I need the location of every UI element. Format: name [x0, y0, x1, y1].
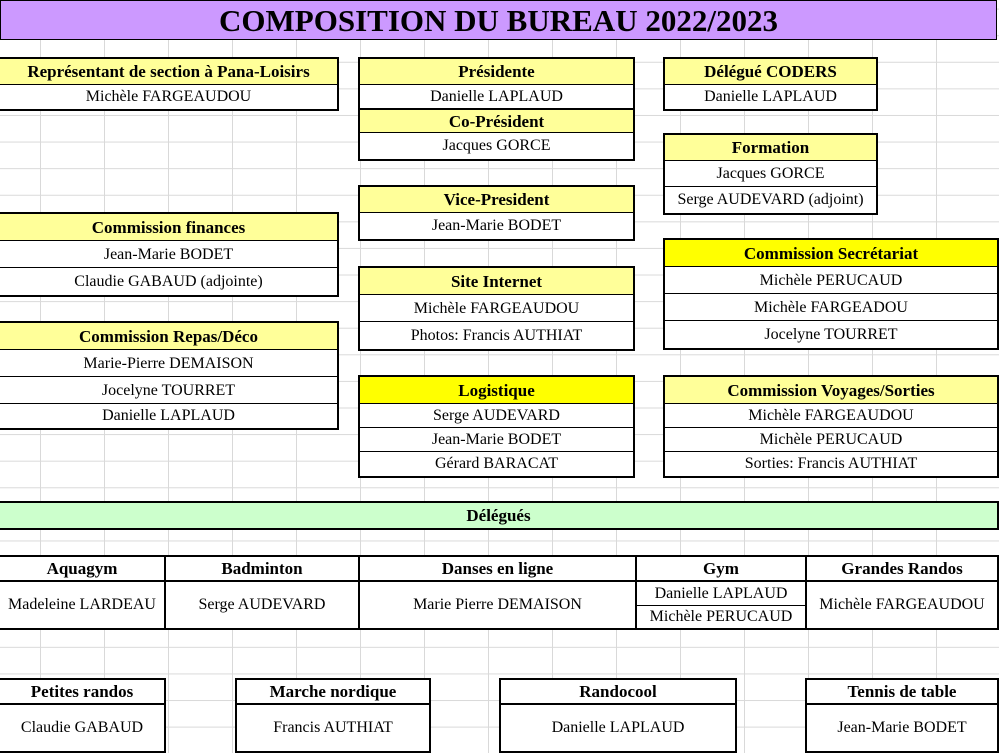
presidente-box [358, 57, 635, 161]
commission-finances-member: Jean-Marie BODET [0, 241, 337, 268]
delegate-gym-member: Danielle LAPLAUD [637, 582, 805, 606]
delegate-marche-nordique: Francis AUTHIAT [235, 703, 431, 753]
commission-secretariat-box [663, 238, 999, 350]
representant-box [0, 57, 339, 111]
commission-repas-member: Danielle LAPLAUD [102, 407, 235, 424]
commission-voyages-header: Commission Voyages/Sorties [665, 377, 997, 404]
activity-header-danses: Danses en ligne [358, 555, 637, 582]
delegate-danses: Marie Pierre DEMAISON [358, 580, 637, 630]
vice-president-header: Vice-President [360, 187, 633, 213]
commission-repas-member: Marie-Pierre DEMAISON [0, 350, 337, 377]
activity-header-gym: Gym [635, 555, 807, 582]
commission-secretariat-header: Commission Secrétariat [665, 240, 997, 267]
delegate-badminton: Serge AUDEVARD [164, 580, 360, 630]
logistique-member: Gérard BARACAT [434, 455, 559, 472]
logistique-member: Jean-Marie BODET [360, 428, 633, 452]
commission-secretariat-member: Jocelyne TOURRET [764, 326, 898, 343]
delegate-petites-randos: Claudie GABAUD [0, 703, 166, 753]
activity-header-petites-randos: Petites randos [0, 678, 166, 705]
delegate-grandes-randos: Michèle FARGEAUDOU [805, 580, 999, 630]
commission-secretariat-member: Michèle FARGEADOU [665, 294, 997, 321]
activity-header-randocool: Randocool [499, 678, 737, 705]
commission-finances-box [0, 212, 339, 297]
delegate-gym [635, 580, 807, 630]
commission-repas-box [0, 321, 339, 430]
commission-finances-header: Commission finances [0, 214, 337, 241]
logistique-header: Logistique [360, 377, 633, 404]
site-internet-member: Photos: Francis AUTHIAT [410, 327, 583, 344]
vice-president-box [358, 185, 635, 241]
site-internet-box [358, 266, 635, 351]
co-president-header: Co-Président [360, 109, 633, 133]
representant-member: Michèle FARGEAUDOU [85, 88, 252, 105]
presidente-header: Présidente [360, 59, 633, 85]
co-president-member: Jacques GORCE [442, 137, 551, 154]
site-internet-member: Michèle FARGEAUDOU [360, 295, 633, 322]
activity-header-aquagym: Aquagym [0, 555, 166, 582]
formation-member: Serge AUDEVARD (adjoint) [677, 191, 864, 208]
activity-header-badminton: Badminton [164, 555, 360, 582]
commission-secretariat-member: Michèle PERUCAUD [665, 267, 997, 294]
vice-president-member: Jean-Marie BODET [431, 217, 562, 234]
commission-finances-member: Claudie GABAUD (adjointe) [74, 273, 263, 290]
formation-member: Jacques GORCE [665, 161, 876, 187]
site-internet-header: Site Internet [360, 268, 633, 295]
activity-header-tennis-de-table: Tennis de table [805, 678, 999, 705]
commission-voyages-member: Sorties: Francis AUTHIAT [744, 455, 918, 472]
delegate-aquagym: Madeleine LARDEAU [0, 580, 166, 630]
delegate-randocool: Danielle LAPLAUD [499, 703, 737, 753]
commission-voyages-member: Michèle FARGEAUDOU [665, 404, 997, 428]
formation-box [663, 133, 878, 215]
delegues-header: Délégués [0, 501, 999, 530]
page-title: COMPOSITION DU BUREAU 2022/2023 [0, 0, 997, 40]
presidente-member: Danielle LAPLAUD [360, 85, 633, 109]
delegue-coders-member: Danielle LAPLAUD [704, 88, 837, 105]
commission-voyages-member: Michèle PERUCAUD [665, 428, 997, 452]
commission-repas-member: Jocelyne TOURRET [0, 377, 337, 404]
activity-header-marche-nordique: Marche nordique [235, 678, 431, 705]
commission-voyages-box [663, 375, 999, 478]
activity-header-grandes-randos: Grandes Randos [805, 555, 999, 582]
delegue-coders-box [663, 57, 878, 111]
delegue-coders-header: Délégué CODERS [665, 59, 876, 85]
logistique-box [358, 375, 635, 478]
logistique-member: Serge AUDEVARD [360, 404, 633, 428]
formation-header: Formation [665, 135, 876, 161]
representant-header: Représentant de section à Pana-Loisirs [0, 59, 337, 85]
commission-repas-header: Commission Repas/Déco [0, 323, 337, 350]
delegate-tennis-de-table: Jean-Marie BODET [805, 703, 999, 753]
delegate-gym-member: Michèle PERUCAUD [649, 608, 793, 625]
